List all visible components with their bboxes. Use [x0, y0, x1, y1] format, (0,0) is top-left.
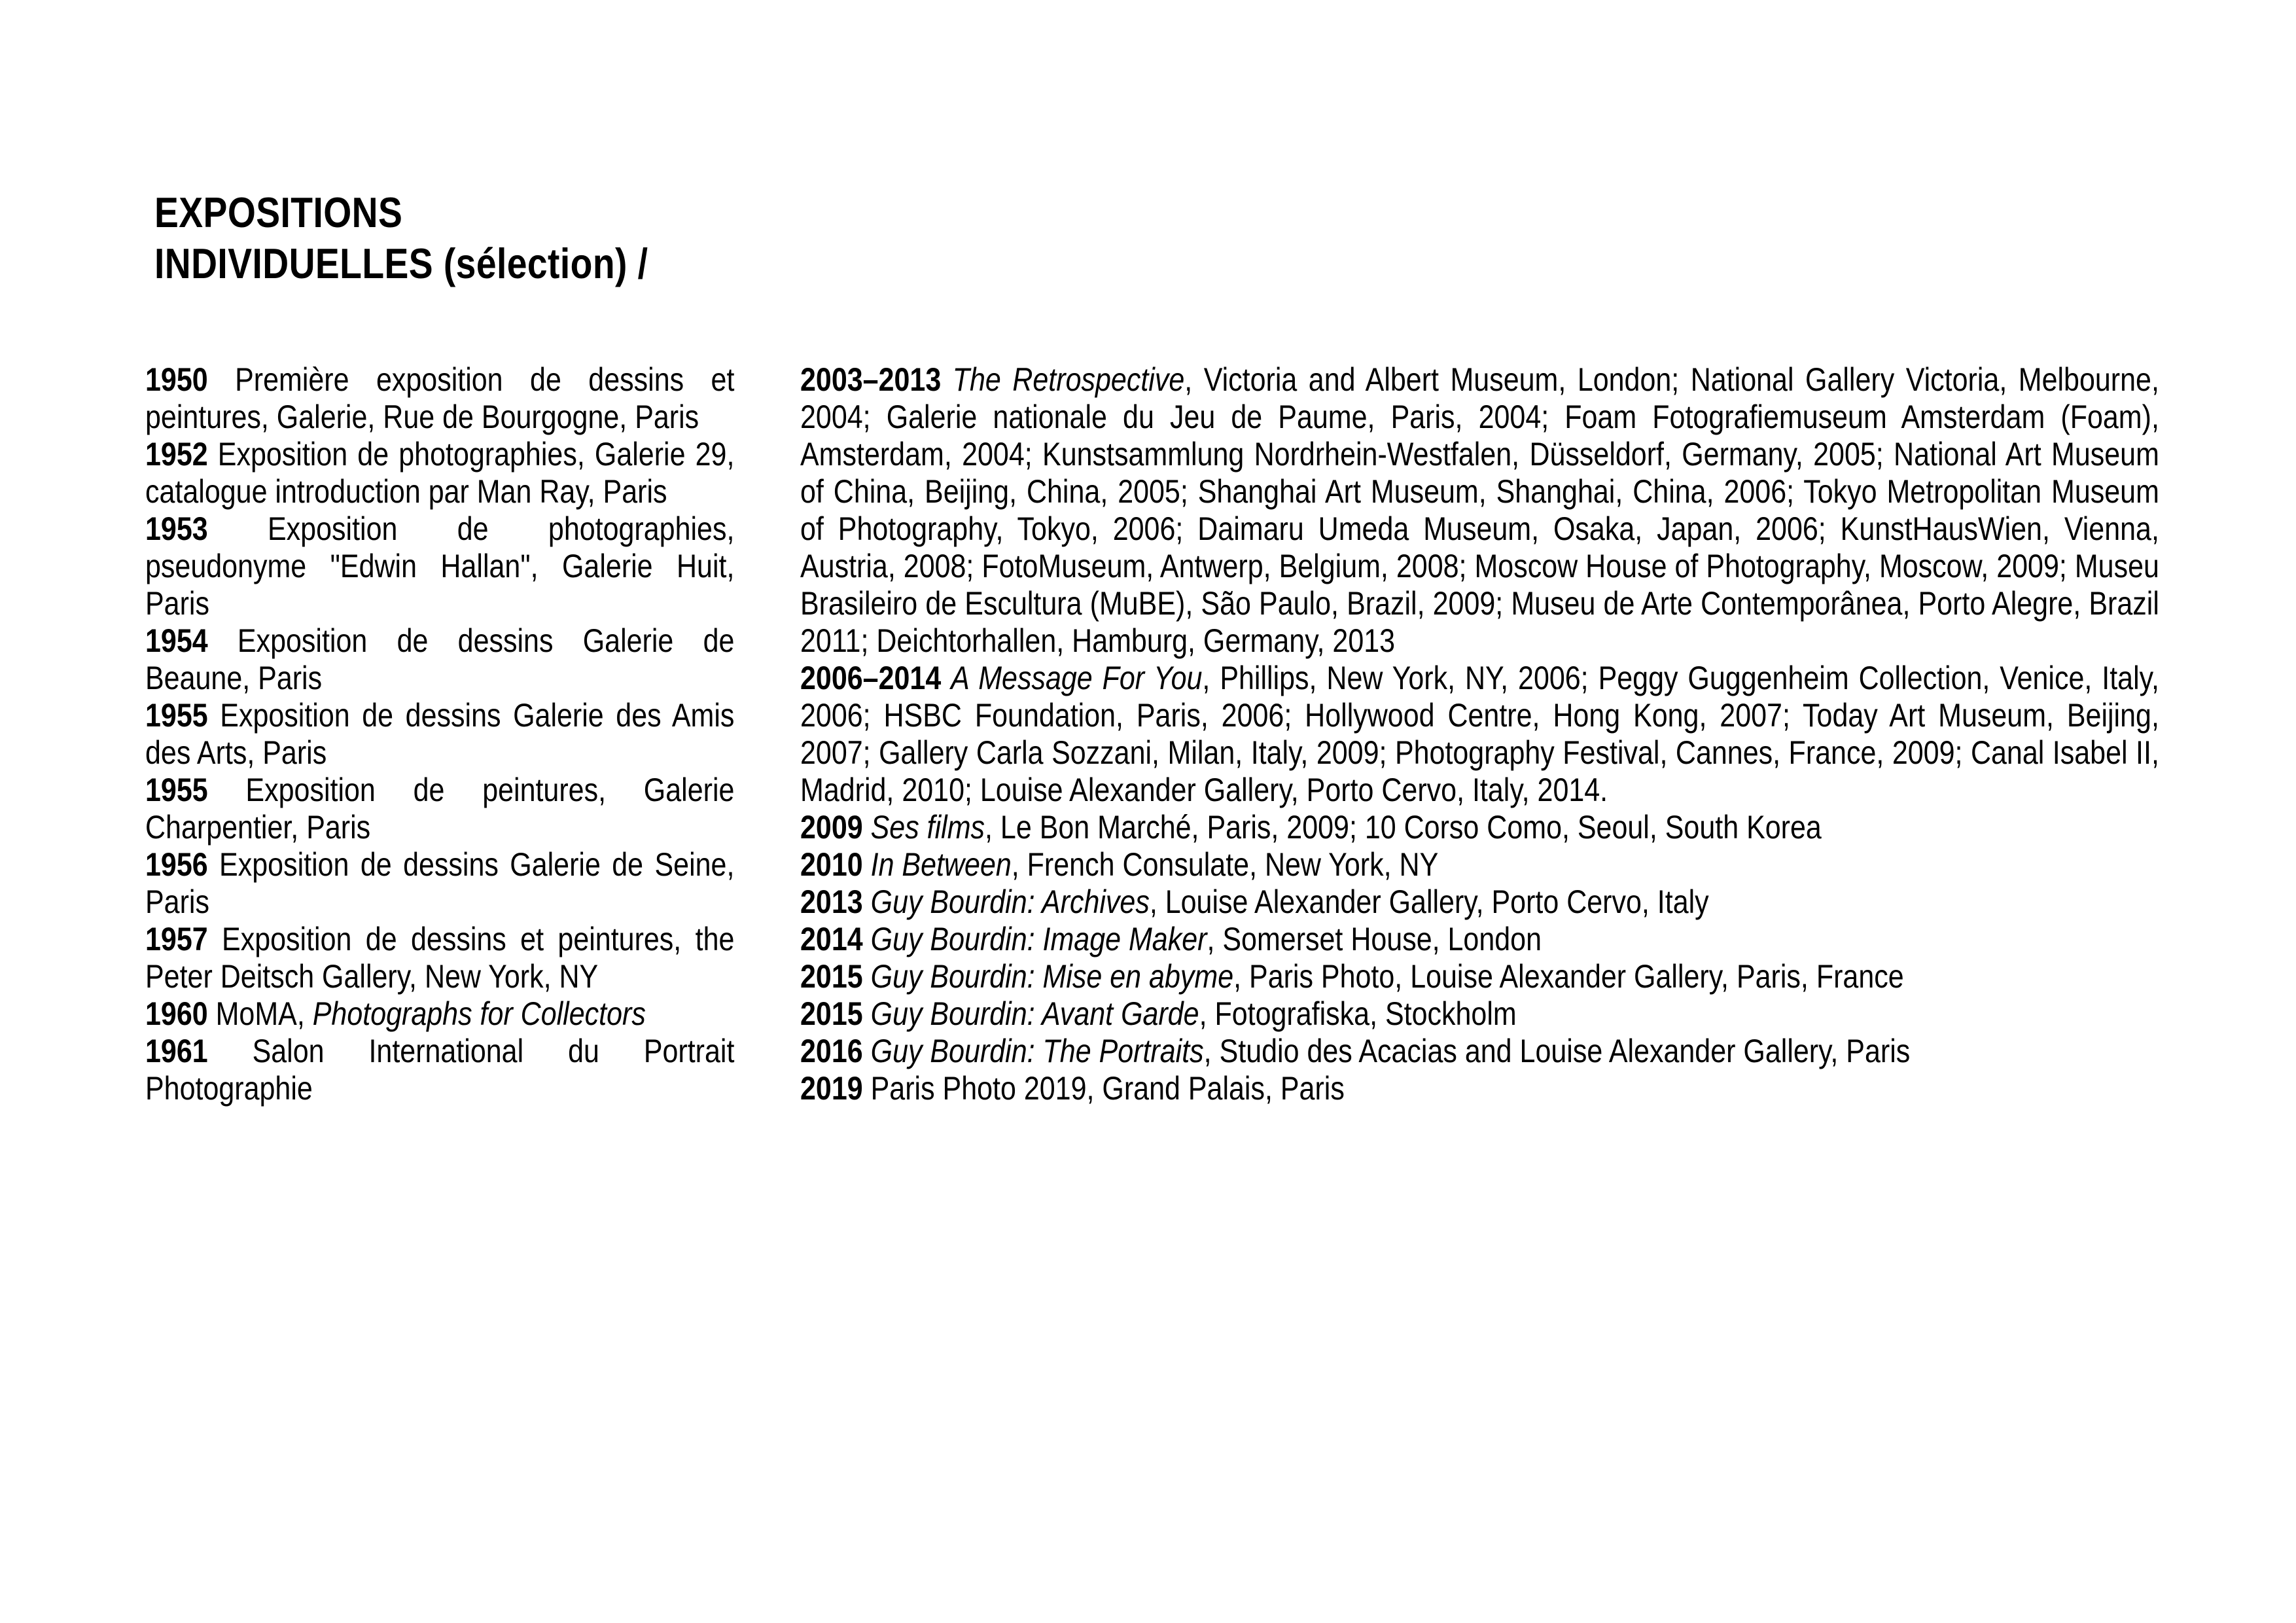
exhibition-entry [800, 958, 2159, 995]
page-title [154, 187, 648, 289]
entry-text: Première exposition de dessins et peintures, Galerie, Rue de Bourgogne, Paris [145, 361, 735, 435]
exhibition-entry [800, 1033, 2159, 1070]
entry-year: 1960 [145, 995, 208, 1032]
entry-text [863, 883, 871, 920]
entry-text [863, 846, 871, 883]
entry-year: 2010 [800, 846, 863, 883]
entry-text: , Phillips, New York, NY, 2006; Peggy Guggenheim Collection, Venice, Italy, 2006; HSBC Foundation, Paris, 2006; Hollywood Centre, Hong Kong, 2007; Today Art Museum, Beijing, 2007; Gallery Carla Sozzani, Milan, Italy, 2009; Photography Festival, Cannes, France, 2009; Canal Isabel II, Madrid, 2010; Louise Alexander Gallery, Porto Cervo, Italy, 2014. [800, 660, 2159, 808]
page-title-line1: EXPOSITIONS [154, 188, 403, 236]
exhibition-entry [145, 697, 734, 772]
entry-text [863, 809, 871, 846]
entry-text [863, 958, 871, 995]
entry-text: , Le Bon Marché, Paris, 2009; 10 Corso Como, Seoul, South Korea [985, 809, 1822, 846]
exhibition-entry [800, 883, 2159, 921]
entry-text: Exposition de dessins Galerie de Seine, Paris [145, 846, 735, 920]
entry-text [863, 921, 871, 957]
entry-year: 1953 [145, 510, 208, 547]
exhibition-entry [145, 622, 734, 697]
exhibition-entry [800, 846, 2159, 883]
entry-year: 1955 [145, 772, 208, 808]
entry-text: , Studio des Acacias and Louise Alexander Gallery, Paris [1203, 1033, 1911, 1069]
exhibition-entry [145, 921, 734, 995]
entry-text: , Louise Alexander Gallery, Porto Cervo, Italy [1149, 883, 1709, 920]
exhibition-entry [800, 1070, 2159, 1107]
entry-year: 1961 [145, 1033, 208, 1069]
entry-text: Exposition de photographies, pseudonyme "Edwin Hallan", Galerie Huit, Paris [145, 510, 735, 622]
entry-year: 2013 [800, 883, 863, 920]
exhibition-entry [145, 1033, 734, 1107]
exhibition-entry [145, 361, 734, 436]
entry-year: 2016 [800, 1033, 863, 1069]
entry-text: , Somerset House, London [1207, 921, 1542, 957]
entry-year: 2006–2014 [800, 660, 942, 696]
entry-text: Exposition de dessins et peintures, the Peter Deitsch Gallery, New York, NY [145, 921, 735, 995]
entry-year: 2003–2013 [800, 361, 942, 398]
entry-text: Exposition de peintures, Galerie Charpentier, Paris [145, 772, 735, 846]
entry-text: Paris Photo 2019, Grand Palais, Paris [862, 1070, 1345, 1107]
entry-text: , French Consulate, New York, NY [1011, 846, 1439, 883]
entry-text: Exposition de photographies, Galerie 29, catalogue introduction par Man Ray, Paris [145, 436, 735, 510]
exhibition-entry [800, 361, 2159, 660]
entry-title: Photographs for Collectors [312, 995, 646, 1032]
entry-title: A Message For You [951, 660, 1203, 696]
page-title-line2: INDIVIDUELLES (sélection) / [154, 240, 648, 287]
exhibition-entry [800, 995, 2159, 1033]
entry-title: Guy Bourdin: The Portraits [870, 1033, 1204, 1069]
entry-year: 1952 [145, 436, 208, 473]
entry-title: Guy Bourdin: Mise en abyme [870, 958, 1234, 995]
entry-title: Guy Bourdin: Archives [870, 883, 1150, 920]
exhibition-entry [800, 660, 2159, 809]
entry-year: 2015 [800, 958, 863, 995]
exhibition-entry [145, 510, 734, 622]
entry-text: Exposition de dessins Galerie de Beaune, Paris [145, 622, 735, 696]
exhibition-entry [800, 921, 2159, 958]
entry-title: In Between [870, 846, 1012, 883]
entry-year: 1956 [145, 846, 208, 883]
entry-text: , Fotografiska, Stockholm [1199, 995, 1517, 1032]
entry-year: 2015 [800, 995, 863, 1032]
entry-title: Guy Bourdin: Image Maker [870, 921, 1207, 957]
exhibition-entry [145, 846, 734, 921]
entry-year: 1954 [145, 622, 208, 659]
exhibition-entry [145, 772, 734, 846]
exhibition-entry [145, 436, 734, 510]
entry-text: MoMA, [207, 995, 313, 1032]
entry-text [863, 995, 871, 1032]
exhibition-entry [800, 809, 2159, 846]
entry-text: Exposition de dessins Galerie des Amis des Arts, Paris [145, 697, 735, 771]
entry-text: Salon International du Portrait Photographie [145, 1033, 735, 1107]
entry-year: 1955 [145, 697, 208, 734]
exhibitions-left-column [145, 361, 734, 1107]
entry-text [941, 660, 951, 696]
entry-year: 1950 [145, 361, 208, 398]
entry-text: , Paris Photo, Louise Alexander Gallery, Paris, France [1233, 958, 1904, 995]
entry-text [863, 1033, 871, 1069]
exhibitions-right-column [800, 361, 2159, 1107]
entry-year: 2019 [800, 1070, 863, 1107]
exhibition-entry [145, 995, 734, 1033]
entry-title: The Retrospective [952, 361, 1185, 398]
entry-year: 2014 [800, 921, 863, 957]
entry-title: Guy Bourdin: Avant Garde [870, 995, 1199, 1032]
entry-year: 2009 [800, 809, 863, 846]
entry-text: , Victoria and Albert Museum, London; National Gallery Victoria, Melbourne, 2004; Galerie nationale du Jeu de Paume, Paris, 2004; Foam Fotografiemuseum Amsterdam (Foam), Amsterdam, 2004; Kunstsammlung Nordrhein-Westfalen, Düsseldorf, Germany, 2005; National Art Museum of China, Beijing, China, 2005; Shanghai Art Museum, Shanghai, China, 2006; Tokyo Metropolitan Museum of Photography, Tokyo, 2006; Daimaru Umeda Museum, Osaka, Japan, 2006; KunstHausWien, Vienna, Austria, 2008; FotoMuseum, Antwerp, Belgium, 2008; Moscow House of Photography, Moscow, 2009; Museu Brasileiro de Escultura (MuBE), São Paulo, Brazil, 2009; Museu de Arte Contemporânea, Porto Alegre, Brazil 2011; Deichtorhallen, Hamburg, Germany, 2013 [800, 361, 2159, 659]
entry-text [941, 361, 953, 398]
entry-year: 1957 [145, 921, 208, 957]
entry-title: Ses films [870, 809, 985, 846]
